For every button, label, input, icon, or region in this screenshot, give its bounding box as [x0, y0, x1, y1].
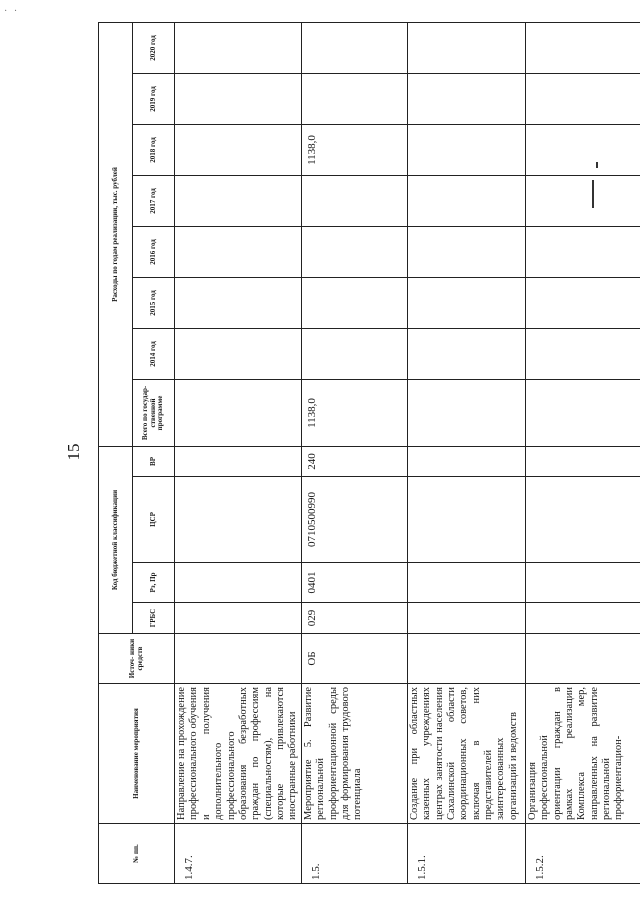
row-year-2019: [407, 73, 525, 124]
row-total: [525, 379, 640, 446]
header-csr: ЦСР: [133, 477, 175, 563]
row-year-2017: [525, 175, 640, 226]
table-row: [175, 22, 302, 883]
row-year-2014: [525, 328, 640, 379]
row-rzpr: 0401: [301, 563, 407, 603]
header-year-2016: 2016 год: [133, 226, 175, 277]
header-source: Источ- ники средств: [99, 634, 175, 684]
row-grbs: [175, 603, 302, 634]
row-vr: [175, 446, 302, 476]
header-year-2017: 2017 год: [133, 175, 175, 226]
row-vr: 240: [301, 446, 407, 476]
row-year-2018: [407, 124, 525, 175]
row-grbs: [525, 603, 640, 634]
row-year-2020: [301, 22, 407, 73]
row-csr: [525, 477, 640, 563]
row-year-2020: [407, 22, 525, 73]
row-csr: [175, 477, 302, 563]
row-num: 1.5.2.: [525, 824, 640, 884]
header-expenses-group: Расходы по годам реализации, тыс. рублей: [99, 22, 133, 446]
row-rzpr: [175, 563, 302, 603]
row-year-2019: [301, 73, 407, 124]
budget-table-rotated: [98, 22, 638, 884]
row-year-2020: [175, 22, 302, 73]
row-year-2019: [525, 73, 640, 124]
row-year-2015: [175, 277, 302, 328]
row-year-2017: [175, 175, 302, 226]
row-year-2014: [407, 328, 525, 379]
row-year-2016: [407, 226, 525, 277]
row-csr: [407, 477, 525, 563]
header-grbs: ГРБС: [133, 603, 175, 634]
row-source: [175, 634, 302, 684]
row-year-2014: [175, 328, 302, 379]
row-total: [407, 379, 525, 446]
row-year-2018: 1138,0: [301, 124, 407, 175]
header-year-2019: 2019 год: [133, 73, 175, 124]
row-num: 1.5.: [301, 824, 407, 884]
row-year-2015: [407, 277, 525, 328]
row-name: Создание при областных казенных учреждениях центрах занятости населения Сахалинской области координационных советов, включая в них представителей заинтересованных организаций и ведомств: [407, 684, 525, 824]
row-year-2014: [301, 328, 407, 379]
row-year-2019: [175, 73, 302, 124]
row-name: Организация профессиональной ориентации граждан в рамках реализации Комплекса мер, направленных на развитие региональной профориентацион-: [525, 684, 640, 824]
table-row: [407, 22, 525, 883]
row-year-2017: [407, 175, 525, 226]
row-grbs: [407, 603, 525, 634]
row-source: [407, 634, 525, 684]
table-row: [301, 22, 407, 883]
row-year-2020: [525, 22, 640, 73]
row-year-2016: [175, 226, 302, 277]
page-number: 15: [64, 443, 83, 461]
row-num: 1.5.1.: [407, 824, 525, 884]
header-year-2015: 2015 год: [133, 277, 175, 328]
budget-table: [98, 22, 640, 884]
row-source: [525, 634, 640, 684]
header-year-2020: 2020 год: [133, 22, 175, 73]
header-total: Всего по государ- ственной программе: [133, 379, 175, 446]
row-grbs: 029: [301, 603, 407, 634]
header-year-2014: 2014 год: [133, 328, 175, 379]
row-year-2018: [175, 124, 302, 175]
row-rzpr: [525, 563, 640, 603]
row-csr: 0710500990: [301, 477, 407, 563]
scan-marks: · ·: [4, 6, 20, 17]
row-name: Мероприятие 5. Развитие региональной профориентационной среды для формирования трудового потенциала: [301, 684, 407, 824]
row-year-2018: [525, 124, 640, 175]
row-vr: [525, 446, 640, 476]
header-num: № пп.: [99, 824, 175, 884]
row-year-2015: [525, 277, 640, 328]
row-total: [175, 379, 302, 446]
row-total: 1138,0: [301, 379, 407, 446]
row-year-2015: [301, 277, 407, 328]
row-source: ОБ: [301, 634, 407, 684]
row-rzpr: [407, 563, 525, 603]
table-row: [525, 22, 640, 883]
row-year-2016: [301, 226, 407, 277]
row-vr: [407, 446, 525, 476]
row-year-2016: [525, 226, 640, 277]
header-vr: ВР: [133, 446, 175, 476]
header-rzpr: Рз, Пр: [133, 563, 175, 603]
row-num: 1.4.7.: [175, 824, 302, 884]
header-kbk-group: Код бюджетной классификации: [99, 446, 133, 633]
header-year-2018: 2018 год: [133, 124, 175, 175]
header-row-groups: [99, 22, 133, 883]
row-year-2017: [301, 175, 407, 226]
header-name: Наименование мероприятия: [99, 684, 175, 824]
row-name: Направление на прохождение профессионального обучения и получения дополнительного профессионального образования безработных граждан по профессиям (специальностям), на которые привлекаются иностранные работники: [175, 684, 302, 824]
